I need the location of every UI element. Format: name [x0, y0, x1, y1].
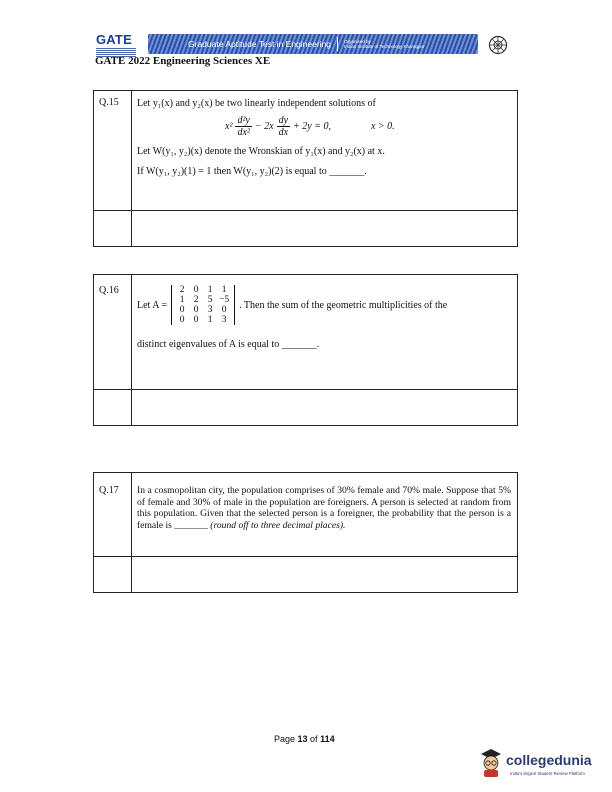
- gate-logo-text: GATE: [96, 32, 132, 47]
- eq-second-derivative: [235, 115, 251, 138]
- matrix-cell: 0: [221, 305, 227, 315]
- question-number: Q.17: [94, 473, 132, 557]
- collegedunia-tagline: India's largest Student Review Platform: [510, 771, 585, 776]
- eq-dx: dx: [278, 127, 289, 138]
- matrix-a: [171, 285, 235, 325]
- answer-cell: [132, 557, 518, 593]
- header-banner: [148, 34, 478, 54]
- q15-equation: [225, 115, 511, 138]
- eq-dy: dy: [278, 115, 289, 126]
- matrix-cell: 3: [207, 305, 213, 315]
- question-body: [132, 473, 518, 557]
- eq-d2y: d²y: [237, 115, 250, 126]
- matrix-cell: 0: [179, 315, 185, 325]
- matrix-cell: 0: [193, 285, 199, 295]
- q16-matrix-line: [137, 285, 511, 325]
- answer-cell-left: [94, 390, 132, 426]
- page-prefix: Page: [274, 734, 298, 744]
- question-17-table: [93, 472, 518, 593]
- q16-question: distinct eigenvalues of A is equal to _______.: [137, 339, 320, 350]
- answer-cell-left: [94, 211, 132, 247]
- matrix-cell: 5: [207, 295, 213, 305]
- matrix-cell: 2: [179, 285, 185, 295]
- matrix-cell: 2: [193, 295, 199, 305]
- page-total: 114: [320, 734, 335, 744]
- eq-minus-2x: − 2x: [254, 121, 274, 132]
- organiser-name: Indian Institute of Technology Kharagpur: [344, 44, 425, 49]
- matrix-cell: −5: [219, 295, 230, 305]
- matrix-cell: 0: [179, 305, 185, 315]
- matrix-cell: 1: [221, 285, 227, 295]
- q17-hint: (round off to three decimal places).: [210, 519, 346, 531]
- organised-by-label: Organised by: [344, 39, 371, 44]
- question-16-table: [93, 274, 518, 426]
- banner-divider: [337, 37, 338, 51]
- question-number: Q.16: [94, 275, 132, 390]
- matrix-cell: 1: [207, 315, 213, 325]
- page-number: [274, 734, 335, 744]
- matrix-cell: 3: [221, 315, 227, 325]
- institute-emblem-icon: [488, 35, 508, 55]
- eq-rest: + 2y = 0,: [293, 121, 331, 132]
- answer-cell: [132, 211, 518, 247]
- answer-cell-left: [94, 557, 132, 593]
- page-of: of: [307, 734, 321, 744]
- question-15-table: [93, 90, 518, 247]
- eq-x2: x²: [225, 121, 233, 132]
- document-title: GATE 2022 Engineering Sciences XE: [95, 55, 271, 67]
- collegedunia-brand: collegedunia: [506, 752, 592, 768]
- question-number: Q.15: [94, 91, 132, 211]
- eq-first-derivative: [277, 115, 290, 138]
- q17-text: In a cosmopolitan city, the population comprises of 30% female and 70% male. Suppose that 5% of female and 30% of male in the population are foreigners. A person is selected at random from this population. Given that the selected person is a foreigner, the probability that the person is a female is _______: [137, 485, 511, 531]
- answer-cell: [132, 390, 518, 426]
- collegedunia-mascot-icon: [478, 748, 504, 778]
- eq-condition: x > 0.: [370, 121, 395, 132]
- matrix-cell: 0: [193, 315, 199, 325]
- banner-organiser: [344, 39, 424, 49]
- q16-let-a: Let A =: [137, 299, 168, 311]
- q15-question: If W(y₁, y₂)(1) = 1 then W(y₁, y₂)(2) is equal to _______.: [137, 166, 367, 177]
- matrix-cell: 1: [179, 295, 185, 305]
- matrix-cell: 0: [193, 305, 199, 315]
- page-current: 13: [297, 734, 308, 744]
- eq-dx2: dx²: [237, 127, 250, 138]
- question-body: [132, 275, 518, 390]
- q15-intro: Let y₁(x) and y₂(x) be two linearly independent solutions of: [137, 98, 376, 109]
- q15-wronskian-def: Let W(y₁, y₂)(x) denote the Wronskian of y₁(x) and y₂(x) at x.: [137, 146, 385, 157]
- matrix-cell: 1: [207, 285, 213, 295]
- banner-title: Graduate Aptitude Test in Engineering: [188, 39, 332, 49]
- question-body: [132, 91, 518, 211]
- q16-after-matrix: . Then the sum of the geometric multiplicities of the: [239, 299, 448, 311]
